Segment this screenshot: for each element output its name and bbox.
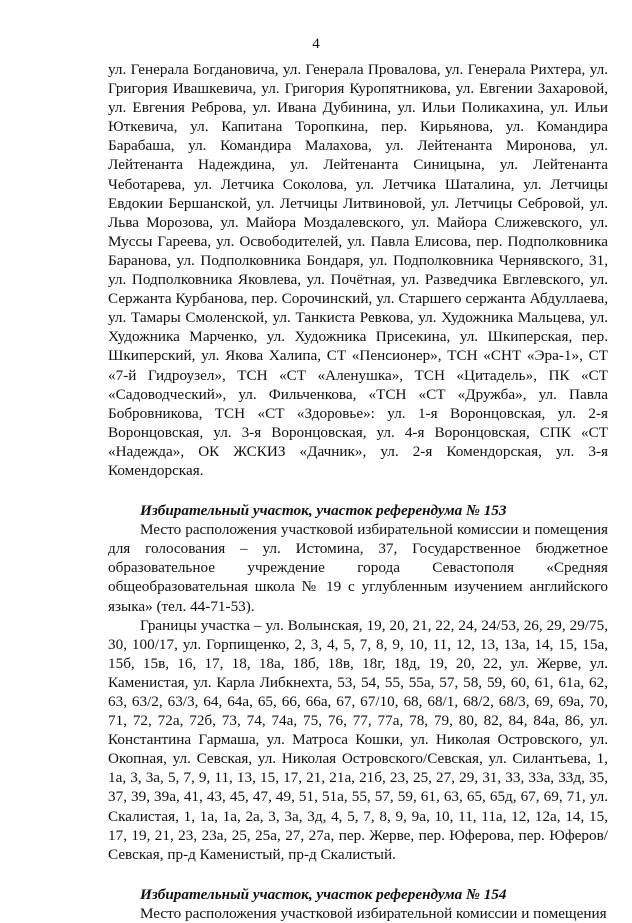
street-list-paragraph: ул. Генерала Богдановича, ул. Генерала Провалова, ул. Генерала Рихтера, ул. Григория Ивашкевича, ул. Григория Куропятникова, ул. Евгении Захаровой, ул. Евгения Реброва, ул. Ивана Дубинина, ул. Ильи Поликахина, ул. Ильи Юткевича, ул. Капитана Торопкина, пер. Кирьянова, ул. Командира Барабаша, ул. Командира Малахова, ул. Лейтенанта Миронова, ул. Лейтенанта Надеждина, ул. Лейтенанта Синицына, ул. Лейтенанта Чеботарева, ул. Летчика Соколова, ул. Летчика Шаталина, ул. Летчицы Евдокии Бершанской, ул. Летчицы Литвиновой, ул. Летчицы Себровой, ул. Льва Морозова, ул. Майора Моздалевского, ул. Майора Слижевского, ул. Муссы Гареева, ул. Освободителей, ул. Павла Елисова, пер. Подполковника Баранова, ул. Подполковника Бондаря, ул. Подполковника Чернявского, 31, ул. Подполковника Яковлева, ул. Почётная, ул. Разведчика Евглевского, ул. Сержанта Курбанова, пер. Сорочинский, ул. Старшего сержанта Абдуллаева, ул. Тамары Смоленской, ул. Танкиста Ревкова, ул. Художника Мальцева, ул. Художника Марченко, ул. Художника Присекина, ул. Шкиперская, пер. Шкиперский, ул. Якова Халипа, СТ «Пенсионер», ТСН «СНТ «Эра-1», СТ «7-й Гидроузел», ТСН «СТ «Аленушка», ТСН «Цитадель», ПК «СТ «Садоводческий», ул. Фильченкова, «ТСН «СТ «Дружба», ул. Павла Бобровникова, ТСН «СТ «Здоровье»: ул. 1-я Воронцовская, ул. 2-я Воронцовская, ул. 3-я Воронцовская, ул. 4-я Воронцовская, СПК «СТ «Надежда», ОК ЖСКИЗ «Дачник», ул. 2-я Комендорская, ул. 3-я Комендорская. — [108, 61, 608, 479]
section-spacer — [108, 864, 608, 885]
section-153-borders: Границы участка – ул. Волынская, 19, 20, 21, 22, 24, 24/53, 26, 29, 29/75, 30, 100/17, ул. Горпищенко, 2, 3, 4, 5, 7, 8, 9, 10, 11, 12, 13, 13а, 14, 15, 15а, 15б, 15в, 16, 17, 18, 18а, 18б, 18в, 18г, 18д, 19, 20, 22, ул. Жерве, ул. Каменистая, ул. Карла Либкнехта, 53, 54, 55, 55а, 57, 58, 59, 60, 61, 61а, 62, 63, 63/2, 63/3, 64, 64а, 65, 66, 66а, 67, 67/10, 68, 68/1, 68/2, 68/3, 69, 69а, 70, 71, 72, 72а, 72б, 73, 74, 74а, 75, 76, 77, 77а, 78, 79, 80, 82, 84, 84а, 86, ул. Константина Гармаша, ул. Матроса Кошки, ул. Николая Островского, ул. Окопная, ул. Севская, ул. Николая Островского/Севская, ул. Силантьева, 1, 1а, 3, 3а, 5, 7, 9, 11, 13, 15, 17, 21, 21а, 21б, 23, 25, 27, 29, 31, 33, 33а, 33д, 35, 37, 39, 39а, 41, 43, 45, 47, 49, 51, 51а, 55, 57, 59, 61, 63, 65, 65д, 67, 69, 71, ул. Скалистая, 1, 1а, 1а, 2а, 3, 3а, 3д, 4, 5, 7, 8, 9, 9а, 10, 11, 11а, 12, 12а, 14, 15, 17, 19, 21, 23, 23а, 25, 25а, 27, 27а, пер. Жерве, пер. Юферова, пер. Юферов/Севская, пр-д Каменистый, пр-д Скалистый. — [108, 616, 608, 863]
document-body — [108, 60, 608, 923]
page-number: 4 — [312, 36, 320, 52]
section-153-heading: Избирательный участок, участок референдума № 153 — [140, 502, 507, 520]
section-spacer — [108, 480, 608, 501]
section-154-heading: Избирательный участок, участок референдума № 154 — [140, 885, 507, 903]
section-153-location: Место расположения участковой избирательной комиссии и помещения для голосования – ул. Истомина, 37, Государственное бюджетное образовательное учреждение города Севастополя «Средняя общеобразовательная школа № 19 с углубленным изучением английского языка» (тел. 44-71-53). — [108, 521, 608, 615]
section-154-location: Место расположения участковой избирательной комиссии и помещения — [140, 904, 607, 922]
